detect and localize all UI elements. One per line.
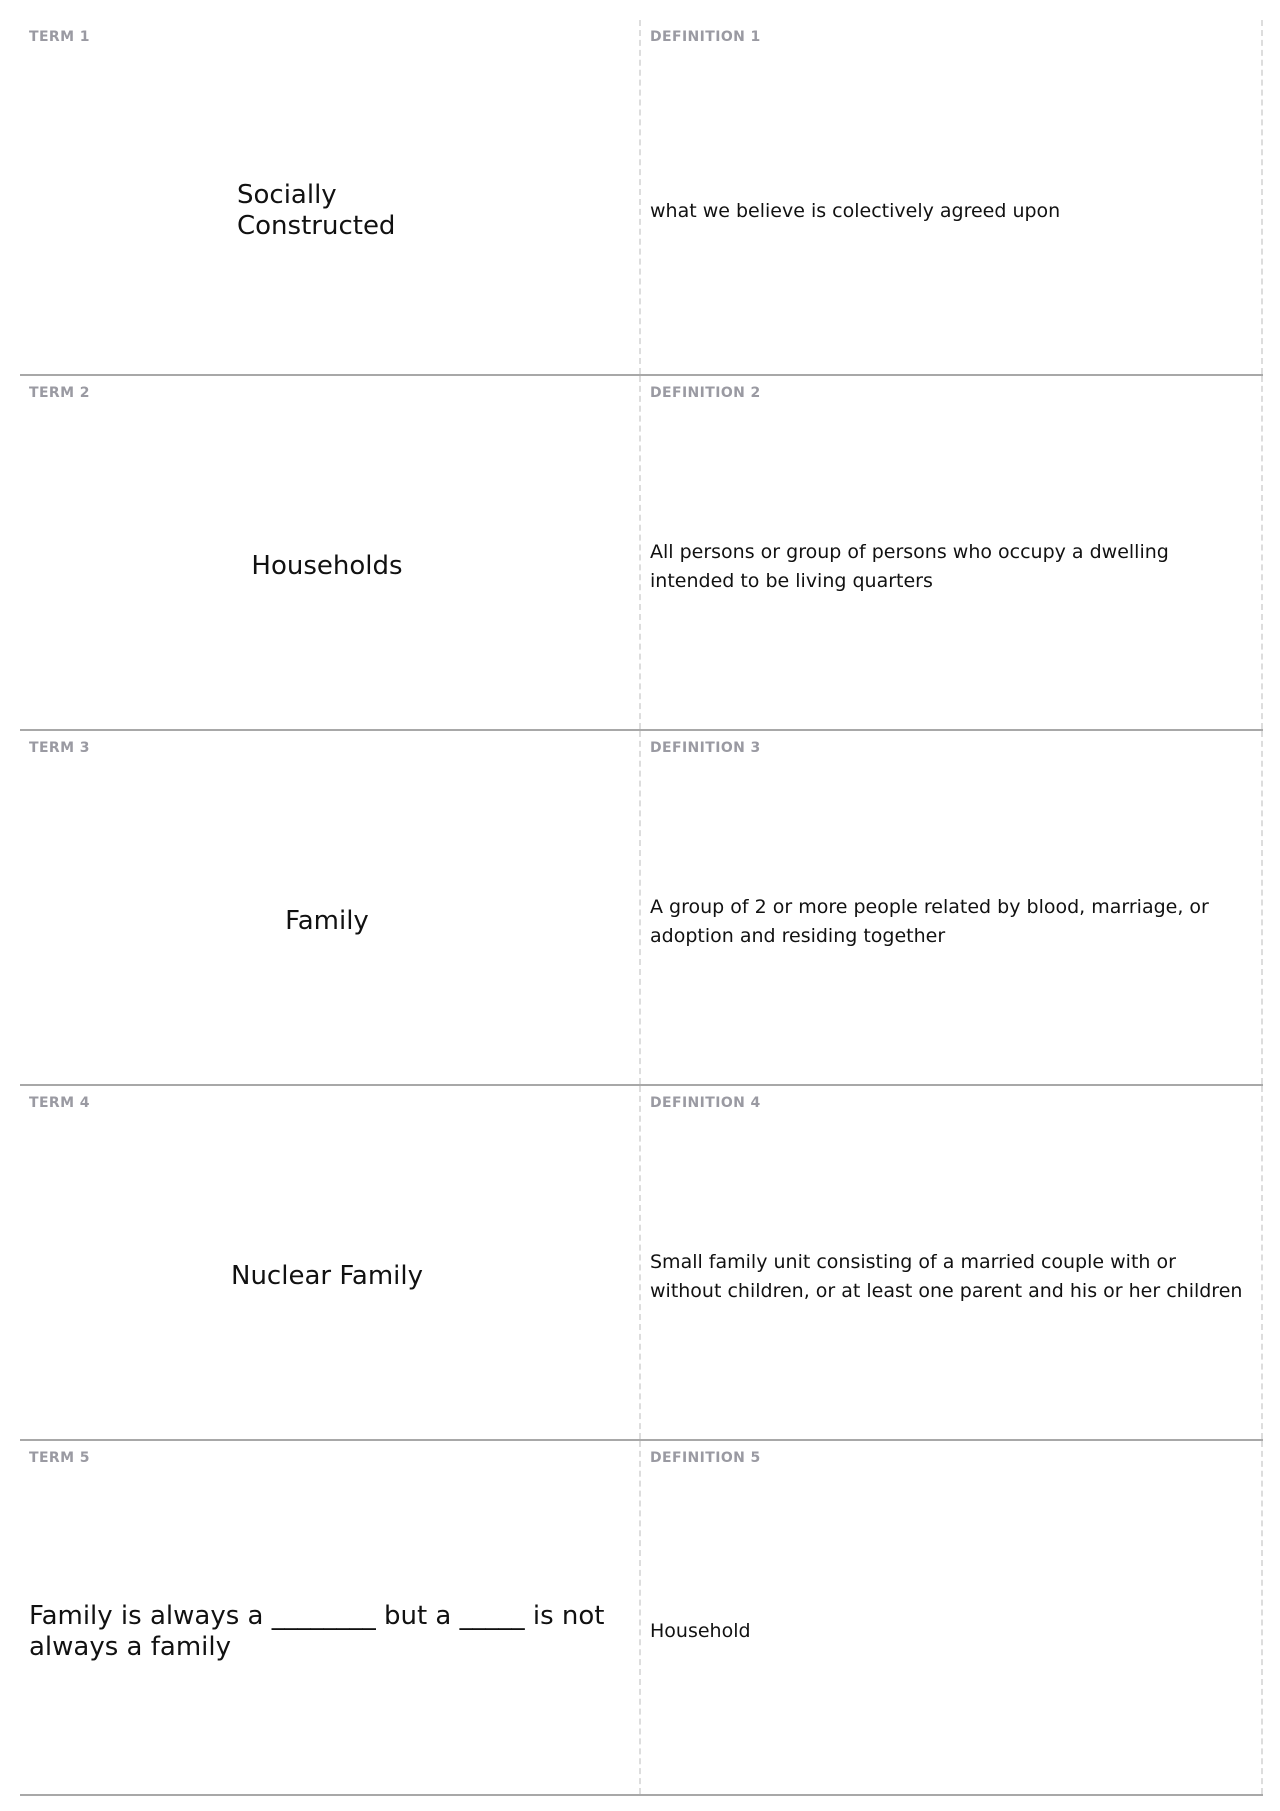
term-text: Households: [251, 551, 403, 581]
term-label: TERM 5: [29, 1450, 90, 1466]
definition-text: Small family unit consisting of a married couple with or without children, or at least one parent and his or her children: [650, 1250, 1243, 1302]
term-label: TERM 2: [29, 385, 90, 401]
definition-label: DEFINITION 1: [650, 29, 761, 45]
definition-text: what we believe is colectively agreed upon: [650, 199, 1061, 222]
term-text: Family: [285, 906, 369, 936]
definition-cell: [641, 1086, 1263, 1439]
term-label: TERM 3: [29, 740, 90, 756]
definition-label: DEFINITION 2: [650, 385, 761, 401]
flashcard-row: [20, 1086, 1263, 1441]
definition-cell: [641, 731, 1263, 1084]
term-text: Nuclear Family: [231, 1261, 423, 1291]
term-cell: [20, 1441, 641, 1794]
term-text: Family is always a ________ but a _____ is not always a family: [29, 1600, 605, 1662]
term-cell: [20, 20, 641, 374]
flashcard-row: [20, 731, 1263, 1086]
definition-cell: [641, 376, 1263, 729]
term-text: Socially Constructed: [237, 180, 396, 241]
definition-label: DEFINITION 4: [650, 1095, 761, 1111]
definition-text: A group of 2 or more people related by blood, marriage, or adoption and residing together: [650, 895, 1209, 947]
definition-label: DEFINITION 3: [650, 740, 761, 756]
flashcard-row: [20, 20, 1263, 376]
flashcard-row: [20, 1441, 1263, 1796]
definition-text: Household: [650, 1620, 751, 1642]
term-label: TERM 1: [29, 29, 90, 45]
flashcard-row: [20, 376, 1263, 731]
definition-text: All persons or group of persons who occupy a dwelling intended to be living quarters: [650, 540, 1169, 592]
definition-cell: [641, 1441, 1263, 1794]
flashcard-sheet: [20, 20, 1263, 1796]
definition-label: DEFINITION 5: [650, 1450, 761, 1466]
term-label: TERM 4: [29, 1095, 90, 1111]
term-cell: [20, 1086, 641, 1439]
definition-cell: [641, 20, 1263, 374]
term-cell: [20, 731, 641, 1084]
term-cell: [20, 376, 641, 729]
